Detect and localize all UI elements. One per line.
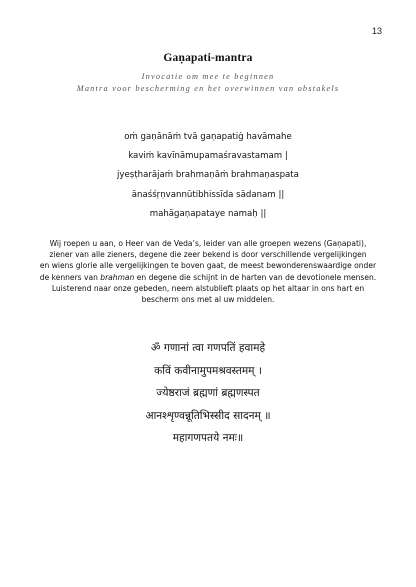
mantra-line: jyeṣṭharājaṁ brahmaṇāṁ brahmaṇaspata bbox=[117, 170, 299, 181]
emphasis-brahman: brahman bbox=[100, 272, 135, 282]
mantra-transliteration bbox=[0, 128, 416, 224]
explanation-line bbox=[34, 272, 382, 283]
explanation-text: en degene die schijnt in de harten van de devotionele mensen. bbox=[134, 272, 377, 282]
devanagari-line: महागणपतये नमः॥ bbox=[172, 432, 244, 444]
explanation-text: de kenners van bbox=[39, 272, 101, 282]
explanation-line: Wij roepen u aan, o Heer van de Veda’s, leider van alle groepen wezens (Gaṇapati), bbox=[49, 239, 367, 248]
explanation-paragraph bbox=[34, 238, 382, 305]
devanagari-line: ॐ गणानां त्वा गणपतिं हवामहे bbox=[150, 342, 266, 354]
explanation-line: Luisterend naar onze gebeden, neem alstublieft plaats op het altaar in ons hart en bbox=[51, 283, 365, 293]
devanagari-line: ज्येष्ठराजं ब्रह्मणां ब्रह्मणस्पत bbox=[156, 387, 260, 399]
mantra-line: mahāgaṇapataye namaḥ || bbox=[149, 208, 267, 219]
mantra-line: oṁ gaṇānāṁ tvā gaṇapatiġ havāmahe bbox=[124, 132, 292, 142]
subtitle-line: Invocatie om mee te beginnen bbox=[141, 72, 275, 81]
devanagari-line: आनश्शृण्वन्नूतिभिस्सीद सादनम् ॥ bbox=[145, 409, 271, 422]
page-number: 13 bbox=[371, 26, 382, 36]
mantra-line: ānaśśṛṇvannūtibhissīda sādanam || bbox=[131, 189, 285, 200]
devanagari-line: कविं कवीनामुपमश्रवस्तमम् । bbox=[154, 364, 262, 377]
page-title: Gaṇapati-mantra bbox=[163, 52, 253, 64]
mantra-line: kaviṁ kavīnāmupamaśravastamam | bbox=[128, 151, 288, 162]
explanation-line: bescherm ons met al uw middelen. bbox=[141, 295, 275, 305]
mantra-devanagari bbox=[0, 337, 416, 450]
explanation-line: en wiens glorie alle vergelijkingen te boven gaat, de meest bewonderenswaardige onder bbox=[39, 261, 377, 271]
subtitle-line: Mantra voor bescherming en het overwinnen van obstakels bbox=[76, 84, 340, 93]
explanation-line: ziener van alle zieners, degene die zeer bekend is door verschillende vergelijkingen bbox=[49, 250, 367, 260]
